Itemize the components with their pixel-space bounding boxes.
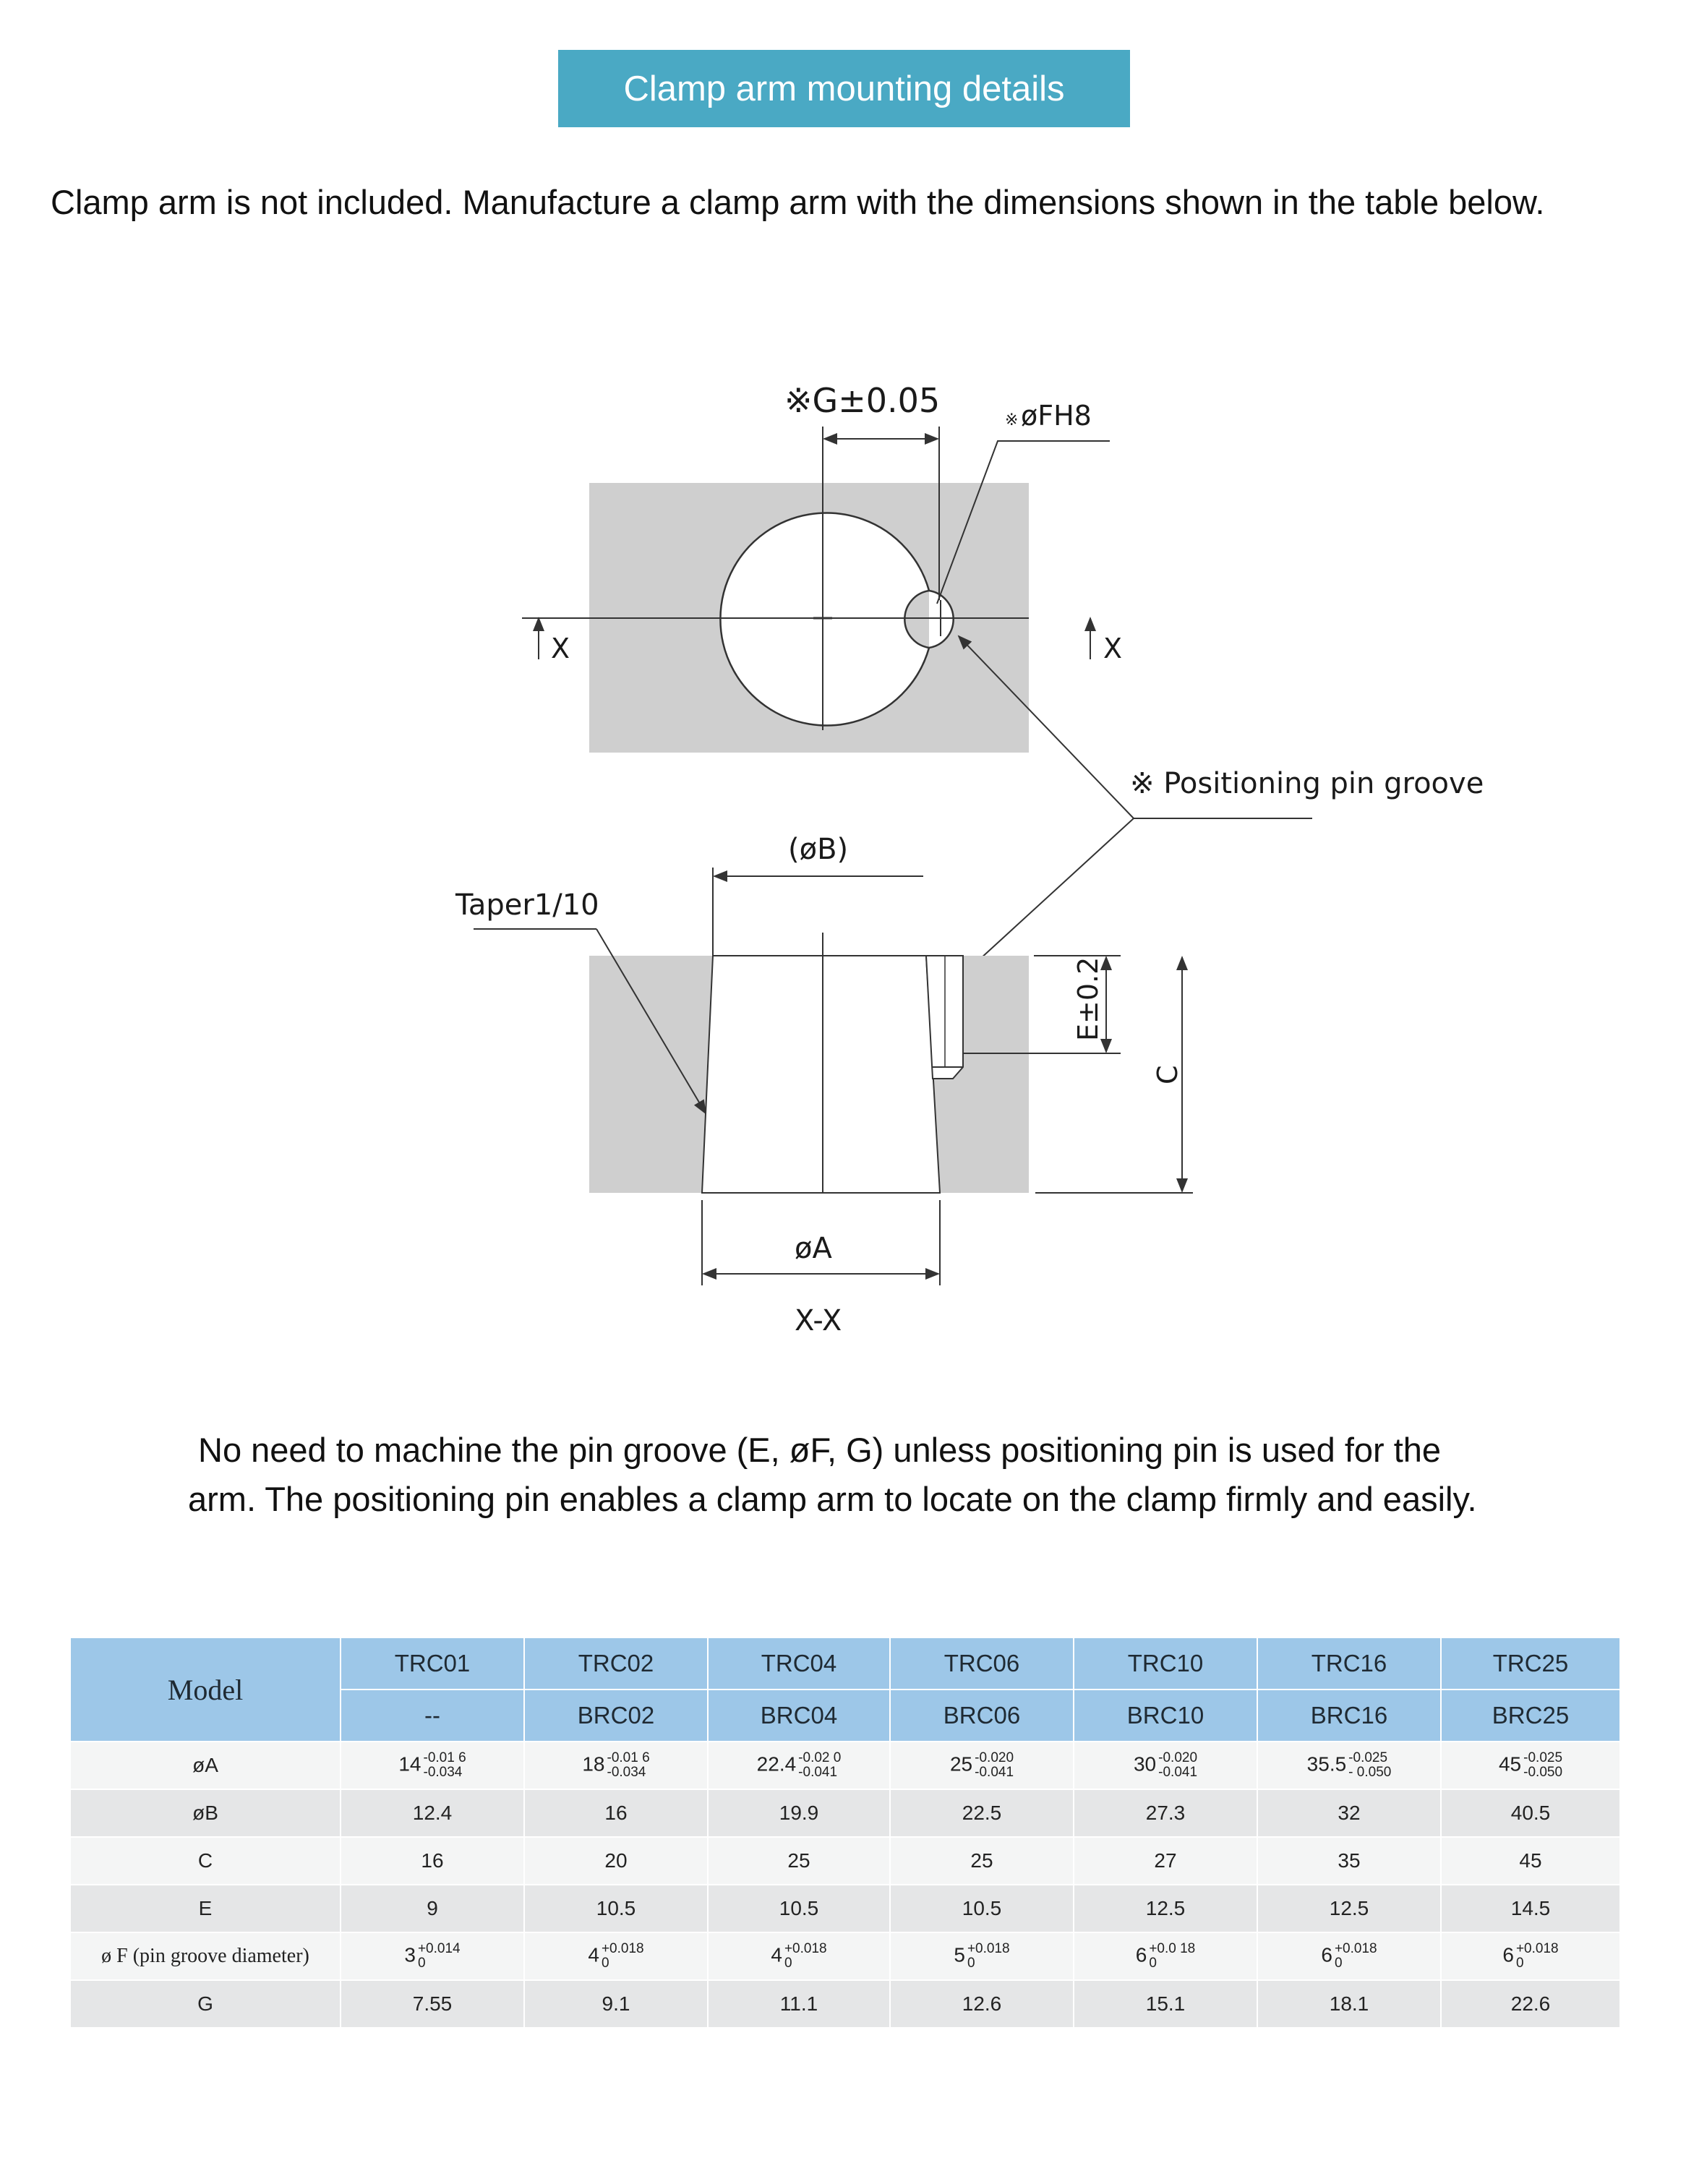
model-cell: TRC25 xyxy=(1441,1637,1620,1690)
value-cell: 40.5 xyxy=(1441,1789,1620,1837)
fh8-label: øFH8 xyxy=(1021,400,1092,432)
model-cell: BRC02 xyxy=(524,1690,708,1742)
value-cell: 27.3 xyxy=(1074,1789,1257,1837)
tol-cell: 30 -0.020 -0.041 xyxy=(1074,1742,1257,1789)
e-dimension-label: E±0.2 xyxy=(1072,956,1104,1041)
row-a xyxy=(70,1742,1620,1789)
model-cell: TRC04 xyxy=(708,1637,890,1690)
tol-cell: 3 +0.014 0 xyxy=(341,1932,524,1980)
value-cell: 35 xyxy=(1257,1837,1441,1885)
model-cell: TRC16 xyxy=(1257,1637,1441,1690)
row-label: øB xyxy=(70,1789,341,1837)
intro-text: Clamp arm is not included. Manufacture a clamp arm with the dimensions shown in the table below. xyxy=(51,183,1545,221)
tol-cell: 14 -0.01 6 -0.034 xyxy=(341,1742,524,1789)
row-e xyxy=(70,1885,1620,1932)
tol-cell: 4 +0.018 0 xyxy=(524,1932,708,1980)
value-cell: 10.5 xyxy=(890,1885,1074,1932)
value-cell: 18.1 xyxy=(1257,1980,1441,2028)
row-label: G xyxy=(70,1980,341,2028)
value-cell: 16 xyxy=(524,1789,708,1837)
a-dimension-label: øA xyxy=(795,1232,832,1265)
value-cell: 15.1 xyxy=(1074,1980,1257,2028)
row-g xyxy=(70,1980,1620,2028)
tol-cell: 4 +0.018 0 xyxy=(708,1932,890,1980)
taper-label: Taper1/10 xyxy=(455,888,599,922)
b-dimension-label: (øB) xyxy=(788,833,849,866)
section-view-label: X-X xyxy=(795,1304,842,1337)
section-mark-right: X xyxy=(1103,633,1123,664)
model-cell: BRC04 xyxy=(708,1690,890,1742)
tol-cell: 5 +0.018 0 xyxy=(890,1932,1074,1980)
value-cell: 10.5 xyxy=(708,1885,890,1932)
value-cell: 22.5 xyxy=(890,1789,1074,1837)
row-f xyxy=(70,1932,1620,1980)
tol-cell: 6 +0.018 0 xyxy=(1257,1932,1441,1980)
value-cell: 14.5 xyxy=(1441,1885,1620,1932)
model-header: Model xyxy=(70,1637,341,1742)
value-cell: 45 xyxy=(1441,1837,1620,1885)
tol-cell: 22.4 -0.02 0 -0.041 xyxy=(708,1742,890,1789)
value-cell: 9.1 xyxy=(524,1980,708,2028)
taper-bore xyxy=(702,956,940,1193)
tol-cell: 18 -0.01 6 -0.034 xyxy=(524,1742,708,1789)
note-line-1: No need to machine the pin groove (E, øF, G) unless positioning pin is used for the xyxy=(198,1431,1442,1469)
value-cell: 20 xyxy=(524,1837,708,1885)
value-cell: 16 xyxy=(341,1837,524,1885)
model-cell: -- xyxy=(341,1690,524,1742)
fh8-mark: ※ xyxy=(1005,411,1019,429)
clamp-arm-drawing xyxy=(0,361,1686,1374)
c-dimension-label: C xyxy=(1152,1065,1184,1084)
value-cell: 12.6 xyxy=(890,1980,1074,2028)
value-cell: 10.5 xyxy=(524,1885,708,1932)
row-label: øA xyxy=(70,1742,341,1789)
value-cell: 25 xyxy=(708,1837,890,1885)
model-cell: BRC25 xyxy=(1441,1690,1620,1742)
tol-cell: 35.5 -0.025 - 0.050 xyxy=(1257,1742,1441,1789)
row-label: ø F (pin groove diameter) xyxy=(70,1932,341,1980)
tol-cell: 6 +0.018 0 xyxy=(1441,1932,1620,1980)
value-cell: 27 xyxy=(1074,1837,1257,1885)
value-cell: 12.5 xyxy=(1257,1885,1441,1932)
model-row-1 xyxy=(70,1637,1620,1690)
pin-groove-label: ※ Positioning pin groove xyxy=(1130,767,1484,800)
model-cell: TRC02 xyxy=(524,1637,708,1690)
model-cell: TRC01 xyxy=(341,1637,524,1690)
row-c xyxy=(70,1837,1620,1885)
section-title: Clamp arm mounting details xyxy=(558,50,1130,127)
model-cell: TRC06 xyxy=(890,1637,1074,1690)
value-cell: 7.55 xyxy=(341,1980,524,2028)
note-line-2: arm. The positioning pin enables a clamp arm to locate on the clamp firmly and easily. xyxy=(188,1480,1477,1518)
row-b xyxy=(70,1789,1620,1837)
model-cell: TRC10 xyxy=(1074,1637,1257,1690)
value-cell: 12.4 xyxy=(341,1789,524,1837)
value-cell: 11.1 xyxy=(708,1980,890,2028)
tol-cell: 25 -0.020 -0.041 xyxy=(890,1742,1074,1789)
value-cell: 25 xyxy=(890,1837,1074,1885)
model-cell: BRC16 xyxy=(1257,1690,1441,1742)
value-cell: 12.5 xyxy=(1074,1885,1257,1932)
value-cell: 22.6 xyxy=(1441,1980,1620,2028)
tol-cell: 45 -0.025 -0.050 xyxy=(1441,1742,1620,1789)
dimension-table xyxy=(69,1637,1621,2029)
tol-cell: 6 +0.0 18 0 xyxy=(1074,1932,1257,1980)
row-label: E xyxy=(70,1885,341,1932)
g-dimension-label: ※G±0.05 xyxy=(784,381,941,420)
model-cell: BRC06 xyxy=(890,1690,1074,1742)
section-mark-left: X xyxy=(551,633,570,664)
row-label: C xyxy=(70,1837,341,1885)
model-cell: BRC10 xyxy=(1074,1690,1257,1742)
value-cell: 9 xyxy=(341,1885,524,1932)
value-cell: 19.9 xyxy=(708,1789,890,1837)
value-cell: 32 xyxy=(1257,1789,1441,1837)
